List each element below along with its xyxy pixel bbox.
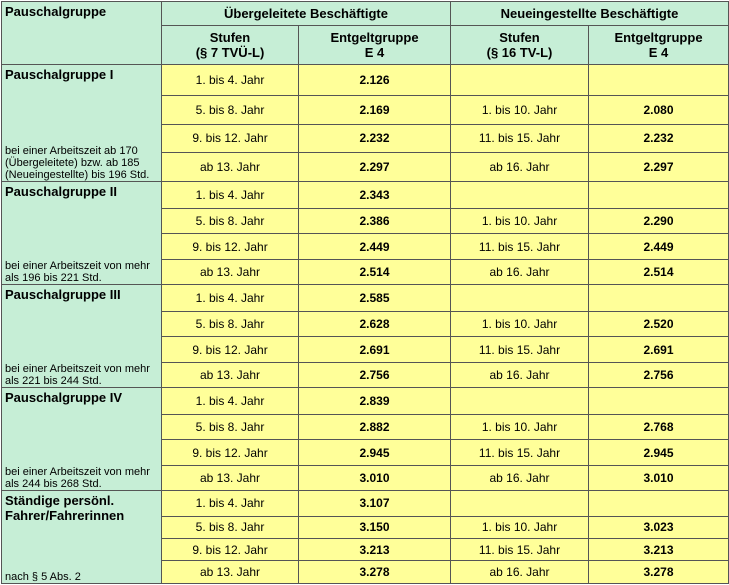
stufe-new-cell [451,491,589,517]
group-note: bei einer Arbeitszeit von mehr als 221 bis 244 Std. [5,363,150,387]
value-cell: 2.449 [299,234,451,259]
group-label-cell [2,182,162,285]
stufe-new-cell: 11. bis 15. Jahr [451,440,589,465]
entgelt-new-line2: E 4 [648,45,669,60]
stufe-new-cell: 1. bis 10. Jahr [451,312,589,337]
value-new-cell: 2.691 [589,337,729,362]
stufe-cell: 9. bis 12. Jahr [162,124,299,152]
stufe-cell: 9. bis 12. Jahr [162,337,299,362]
group-label-cell [2,65,162,182]
value-new-cell: 2.768 [589,415,729,440]
table-row [2,182,729,209]
stufe-cell: 5. bis 8. Jahr [162,96,299,124]
value-new-cell: 2.297 [589,152,729,181]
value-new-cell: 2.520 [589,312,729,337]
value-new-cell: 2.449 [589,234,729,259]
stufen-tvue-line2: (§ 7 TVÜ-L) [195,45,265,60]
value-new-cell: 2.756 [589,362,729,387]
value-cell: 2.297 [299,152,451,181]
stufe-cell: 5. bis 8. Jahr [162,415,299,440]
group-name: Pauschalgruppe I [5,67,114,82]
value-cell: 2.882 [299,415,451,440]
group-name: Ständige persönl. Fahrer/Fahrerinnen [5,493,125,523]
value-cell: 2.343 [299,182,451,209]
stufe-cell: ab 13. Jahr [162,561,299,584]
value-new-cell [589,388,729,415]
stufe-new-cell: 11. bis 15. Jahr [451,337,589,362]
value-cell: 2.691 [299,337,451,362]
group-name: Pauschalgruppe IV [5,390,123,405]
value-cell: 2.756 [299,362,451,387]
stufe-cell: ab 13. Jahr [162,259,299,284]
value-cell: 3.010 [299,465,451,490]
stufe-new-cell: ab 16. Jahr [451,259,589,284]
stufe-new-cell: ab 16. Jahr [451,561,589,584]
value-new-cell: 2.290 [589,209,729,234]
stufe-cell: 1. bis 4. Jahr [162,491,299,517]
corner-header: Pauschalgruppe [2,2,162,65]
stufe-cell: ab 13. Jahr [162,152,299,181]
stufe-cell: ab 13. Jahr [162,465,299,490]
stufe-cell: 9. bis 12. Jahr [162,234,299,259]
group-note: nach § 5 Abs. 2 [5,571,81,583]
stufe-new-cell: 1. bis 10. Jahr [451,209,589,234]
group-note: bei einer Arbeitszeit ab 170 (Übergeleitete) bzw. ab 185 (Neueingestellte) bis 196 Std. [5,145,150,181]
value-cell: 3.213 [299,539,451,561]
stufe-cell: 1. bis 4. Jahr [162,285,299,312]
value-new-cell: 2.945 [589,440,729,465]
value-new-cell: 2.232 [589,124,729,152]
stufen-tvue-line1: Stufen [209,30,251,45]
value-new-cell [589,491,729,517]
stufe-cell: 1. bis 4. Jahr [162,388,299,415]
new-employees-header: Neueingestellte Beschäftigte [451,2,729,26]
pauschal-table [1,1,729,584]
value-new-cell: 3.010 [589,465,729,490]
stufe-new-cell: 11. bis 15. Jahr [451,539,589,561]
stufe-new-cell: 1. bis 10. Jahr [451,415,589,440]
table-row [2,491,729,517]
value-new-cell [589,182,729,209]
transferred-header: Übergeleitete Beschäftigte [162,2,451,26]
stufe-new-cell: 1. bis 10. Jahr [451,516,589,538]
value-new-cell: 2.514 [589,259,729,284]
value-cell: 2.232 [299,124,451,152]
stufen-tvl-line1: Stufen [499,30,540,45]
value-new-cell: 3.213 [589,539,729,561]
entgelt-header [299,26,451,65]
value-cell: 2.514 [299,259,451,284]
stufe-new-cell: 1. bis 10. Jahr [451,96,589,124]
table-body [2,65,729,584]
group-name: Pauschalgruppe II [5,184,117,199]
value-cell: 3.150 [299,516,451,538]
stufe-new-cell: ab 16. Jahr [451,362,589,387]
value-cell: 3.107 [299,491,451,517]
group-note: bei einer Arbeitszeit von mehr als 196 bis 221 Std. [5,260,150,284]
group-label-cell [2,388,162,491]
group-name: Pauschalgruppe III [5,287,121,302]
value-new-cell: 3.023 [589,516,729,538]
table-row [2,285,729,312]
entgelt-new-line1: Entgeltgruppe [614,30,703,45]
value-cell: 2.585 [299,285,451,312]
stufe-new-cell [451,65,589,96]
value-cell: 2.169 [299,96,451,124]
table-row [2,388,729,415]
stufe-new-cell: 11. bis 15. Jahr [451,124,589,152]
stufe-cell: 5. bis 8. Jahr [162,209,299,234]
value-new-cell [589,65,729,96]
table-header [2,2,729,65]
stufe-cell: 9. bis 12. Jahr [162,539,299,561]
entgelt-new-header [589,26,729,65]
stufe-cell: ab 13. Jahr [162,362,299,387]
value-cell: 2.945 [299,440,451,465]
stufe-cell: 9. bis 12. Jahr [162,440,299,465]
value-cell: 3.278 [299,561,451,584]
stufe-cell: 1. bis 4. Jahr [162,65,299,96]
value-cell: 2.628 [299,312,451,337]
stufe-cell: 1. bis 4. Jahr [162,182,299,209]
entgelt-line1: Entgeltgruppe [330,30,419,45]
value-cell: 2.386 [299,209,451,234]
stufen-tvl-header [451,26,589,65]
value-new-cell: 2.080 [589,96,729,124]
entgelt-line2: E 4 [364,45,385,60]
stufen-tvl-line2: (§ 16 TV-L) [486,45,553,60]
stufe-new-cell [451,388,589,415]
table-row [2,65,729,96]
stufen-tvue-header [162,26,299,65]
value-new-cell [589,285,729,312]
value-new-cell: 3.278 [589,561,729,584]
stufe-new-cell: 11. bis 15. Jahr [451,234,589,259]
value-cell: 2.126 [299,65,451,96]
group-label-cell [2,285,162,388]
stufe-new-cell [451,285,589,312]
stufe-cell: 5. bis 8. Jahr [162,312,299,337]
stufe-cell: 5. bis 8. Jahr [162,516,299,538]
stufe-new-cell [451,182,589,209]
stufe-new-cell: ab 16. Jahr [451,465,589,490]
stufe-new-cell: ab 16. Jahr [451,152,589,181]
group-note: bei einer Arbeitszeit von mehr als 244 bis 268 Std. [5,466,150,490]
group-label-cell [2,491,162,584]
value-cell: 2.839 [299,388,451,415]
